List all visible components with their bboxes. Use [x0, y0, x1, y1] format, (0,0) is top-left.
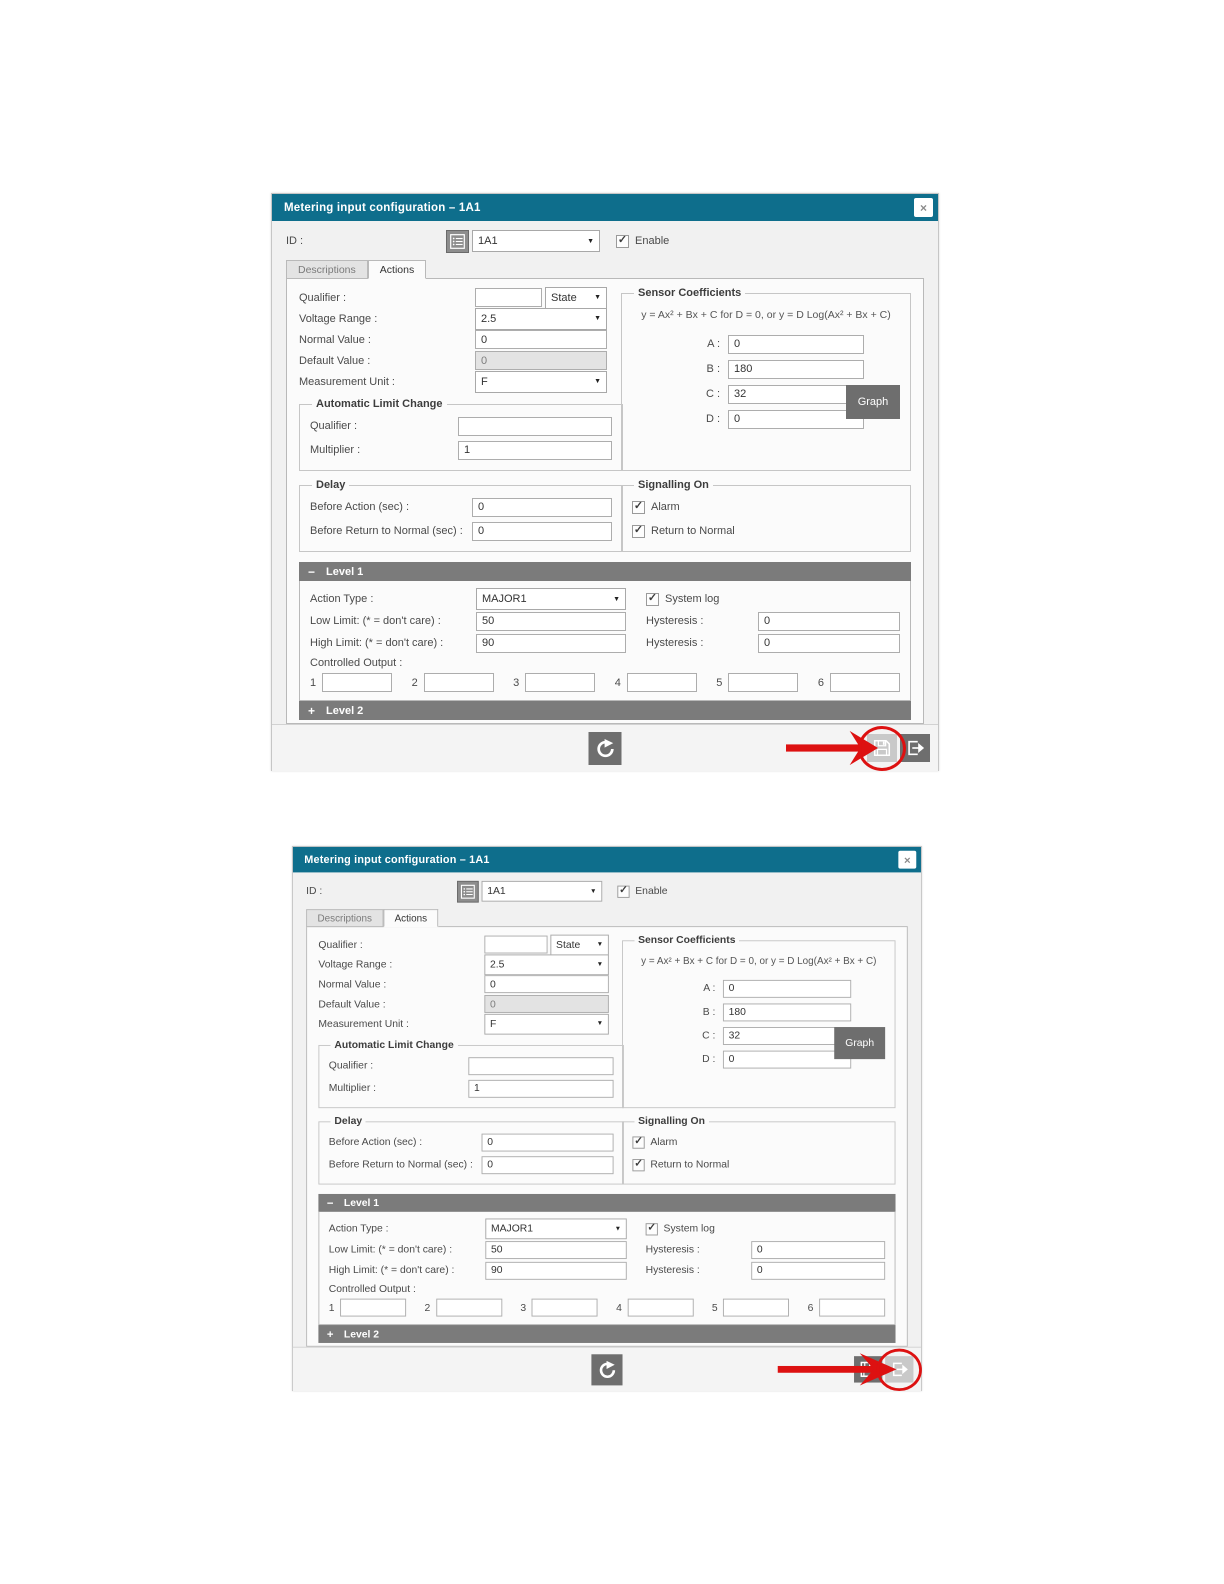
id-label: ID :	[306, 885, 323, 897]
coef-b-label: B :	[702, 1006, 716, 1018]
output-3-input[interactable]	[525, 673, 595, 692]
output-4-input[interactable]	[627, 673, 697, 692]
alc-qualifier-row	[329, 1054, 614, 1077]
return-to-normal-checkbox[interactable]	[632, 1159, 644, 1171]
coef-a-label: A :	[707, 338, 720, 350]
output-5-number: 5	[716, 676, 723, 689]
level2-header-label: Level 2	[343, 1328, 380, 1340]
alarm-checkbox[interactable]	[632, 1136, 644, 1148]
chevron-down-icon: ▼	[587, 237, 594, 245]
check-icon: ✓	[634, 1135, 643, 1147]
coef-a-input[interactable]	[728, 335, 864, 354]
delay-fieldset	[318, 1116, 624, 1185]
voltage-range-value: 2.5	[490, 958, 505, 971]
output-2-number: 2	[424, 1301, 431, 1314]
normal-value-input[interactable]	[475, 330, 607, 349]
enable-label: Enable	[635, 235, 670, 247]
output-group-5	[716, 673, 798, 692]
alarm-row	[632, 495, 900, 519]
output-3-number: 3	[520, 1301, 527, 1314]
exit-button[interactable]	[900, 734, 930, 762]
chevron-down-icon: ▼	[596, 941, 604, 948]
coef-b-input[interactable]	[723, 1003, 851, 1021]
output-group-4	[615, 673, 697, 692]
save-icon	[859, 1360, 878, 1379]
coef-b-row	[687, 1002, 885, 1023]
id-select[interactable]	[472, 230, 600, 252]
before-return-row	[329, 1153, 614, 1176]
dialog-body	[272, 221, 938, 724]
automatic-limit-change-legend: Automatic Limit Change	[316, 398, 443, 410]
coef-a-label: A :	[703, 982, 716, 995]
default-value-input	[484, 995, 608, 1013]
close-icon: ×	[919, 200, 927, 215]
output-6-input[interactable]	[830, 673, 900, 692]
high-hysteresis-label: Hysteresis :	[646, 637, 704, 649]
output-1-input[interactable]	[322, 673, 392, 692]
controlled-outputs-row	[329, 1299, 885, 1317]
tab-actions[interactable]: Actions	[383, 909, 438, 927]
dialog-titlebar	[293, 847, 921, 872]
action-type-select[interactable]	[485, 1218, 626, 1239]
automatic-limit-change-legend: Automatic Limit Change	[334, 1039, 454, 1051]
tab-descriptions[interactable]: Descriptions	[306, 909, 383, 927]
normal-value-row	[318, 974, 608, 994]
signalling-on-fieldset	[622, 1116, 895, 1185]
default-value-input	[475, 351, 607, 370]
measurement-unit-value: F	[481, 375, 488, 388]
output-3-input[interactable]	[532, 1299, 598, 1317]
measurement-unit-label: Measurement Unit :	[318, 1018, 409, 1030]
voltage-range-label: Voltage Range :	[299, 312, 378, 325]
alc-multiplier-row	[329, 1077, 614, 1100]
expand-icon: +	[326, 1327, 334, 1341]
check-icon: ✓	[634, 1158, 643, 1170]
output-6-number: 6	[817, 676, 824, 689]
graph-button[interactable]: Graph	[846, 385, 900, 419]
default-value-label: Default Value :	[318, 998, 386, 1010]
level1-section	[299, 562, 911, 701]
output-5-input[interactable]	[728, 673, 798, 692]
tab-actions[interactable]: Actions	[368, 260, 426, 279]
action-type-value: MAJOR1	[482, 593, 527, 605]
default-value-label: Default Value :	[299, 354, 371, 367]
dialog-instance-save-highlighted	[271, 193, 939, 771]
id-label: ID :	[286, 235, 304, 247]
enable-label: Enable	[635, 885, 668, 897]
graph-button[interactable]: Graph	[834, 1027, 885, 1059]
high-limit-input[interactable]	[485, 1261, 626, 1279]
return-to-normal-row	[632, 519, 900, 543]
collapse-icon: −	[326, 1196, 334, 1210]
chevron-down-icon: ▼	[590, 887, 597, 895]
output-3-number: 3	[513, 676, 520, 689]
list-icon	[460, 883, 476, 899]
coef-c-input[interactable]	[723, 1027, 851, 1045]
controlled-output-label: Controlled Output :	[310, 656, 403, 669]
signalling-on-legend: Signalling On	[638, 479, 709, 491]
chevron-down-icon: ▼	[596, 1020, 604, 1028]
dialog-instance-exit-highlighted	[292, 846, 922, 1391]
low-hysteresis-label: Hysteresis :	[645, 1243, 700, 1256]
actions-tab-panel	[286, 278, 924, 724]
left-fields-column	[318, 935, 608, 1109]
automatic-limit-change-fieldset	[318, 1039, 624, 1108]
alc-multiplier-label: Multiplier :	[310, 444, 361, 456]
output-group-2	[425, 1299, 502, 1317]
system-log-checkbox[interactable]	[646, 1223, 658, 1235]
check-icon: ✓	[647, 592, 658, 604]
left-fields-column	[299, 287, 607, 471]
output-5-number: 5	[711, 1301, 718, 1314]
coef-d-input[interactable]	[728, 410, 864, 429]
level2-section	[318, 1325, 895, 1343]
alarm-label: Alarm	[651, 501, 680, 513]
before-action-input[interactable]	[482, 1133, 614, 1151]
refresh-icon	[598, 1360, 617, 1379]
metering-input-configuration-dialog	[292, 846, 922, 1391]
action-type-select[interactable]	[476, 588, 626, 610]
tab-bar	[306, 909, 908, 926]
voltage-range-row	[299, 308, 607, 329]
high-hysteresis-input[interactable]	[751, 1261, 885, 1279]
sensor-coefficients-legend: Sensor Coefficients	[638, 287, 742, 299]
system-log-group	[646, 1223, 752, 1235]
system-log-label: System log	[665, 593, 720, 605]
default-value-row	[318, 994, 608, 1014]
voltage-range-label: Voltage Range :	[318, 958, 393, 971]
output-4-number: 4	[616, 1301, 622, 1314]
coef-b-label: B :	[706, 363, 720, 375]
coef-c-label: C :	[705, 388, 720, 400]
normal-value-row	[299, 329, 607, 350]
save-icon	[872, 738, 892, 758]
system-log-group	[646, 593, 758, 606]
voltage-range-row	[318, 954, 608, 974]
output-1-number: 1	[310, 676, 317, 689]
controlled-output-label: Controlled Output :	[328, 1283, 416, 1295]
controlled-outputs-row	[310, 673, 900, 692]
alc-qualifier-input[interactable]	[458, 417, 612, 436]
id-select-value: 1A1	[478, 235, 498, 247]
voltage-range-value: 2.5	[481, 312, 497, 325]
dialog-footer	[293, 1347, 921, 1391]
chevron-down-icon: ▼	[596, 961, 604, 968]
save-button[interactable]	[854, 1356, 882, 1382]
expand-icon: +	[308, 703, 316, 718]
top-section	[299, 287, 911, 471]
before-return-row	[310, 519, 612, 543]
level2-section	[299, 701, 911, 720]
level1-header[interactable]	[299, 562, 911, 581]
qualifier-label: Qualifier :	[299, 291, 347, 304]
sensor-coefficients-fieldset	[621, 287, 911, 471]
enable-checkbox[interactable]	[616, 235, 629, 248]
qualifier-input[interactable]	[484, 936, 547, 954]
dialog-title: Metering input configuration – 1A1	[284, 201, 481, 214]
low-hysteresis-input[interactable]	[758, 612, 900, 631]
before-action-row	[329, 1131, 614, 1154]
output-group-6	[808, 1299, 885, 1317]
before-action-row	[310, 495, 612, 519]
chevron-down-icon: ▼	[614, 1225, 622, 1233]
signalling-on-fieldset	[621, 479, 911, 552]
coef-d-input[interactable]	[723, 1050, 851, 1068]
before-action-input[interactable]	[472, 498, 612, 517]
check-icon: ✓	[633, 500, 644, 512]
normal-value-input[interactable]	[484, 975, 608, 993]
return-to-normal-label: Return to Normal	[650, 1159, 730, 1171]
controlled-output-label-row	[310, 654, 900, 671]
low-hysteresis-input[interactable]	[751, 1241, 885, 1259]
sensor-coefficients-legend: Sensor Coefficients	[638, 934, 736, 946]
exit-icon	[905, 738, 925, 758]
alarm-row	[632, 1131, 885, 1154]
alc-qualifier-input[interactable]	[468, 1057, 613, 1075]
level1-header-label: Level 1	[326, 565, 364, 578]
output-1-number: 1	[328, 1301, 335, 1314]
dialog-title: Metering input configuration – 1A1	[304, 854, 490, 866]
measurement-unit-row	[318, 1014, 608, 1034]
coef-c-label: C :	[702, 1029, 716, 1042]
automatic-limit-change-fieldset	[299, 398, 623, 471]
high-limit-input[interactable]	[476, 634, 626, 653]
output-group-2	[412, 673, 494, 692]
measurement-unit-select[interactable]	[475, 371, 607, 393]
top-section	[318, 935, 895, 1109]
default-value-row	[299, 350, 607, 371]
high-limit-row	[329, 1260, 885, 1281]
level2-header-label: Level 2	[326, 704, 364, 717]
enable-group	[617, 885, 667, 897]
output-4-input[interactable]	[628, 1299, 694, 1317]
action-type-value: MAJOR1	[490, 1223, 534, 1235]
check-icon: ✓	[647, 1222, 657, 1234]
return-to-normal-label: Return to Normal	[651, 525, 735, 537]
output-group-3	[513, 673, 595, 692]
measurement-unit-select[interactable]	[484, 1013, 608, 1034]
delay-legend: Delay	[316, 479, 346, 491]
delay-legend: Delay	[334, 1115, 363, 1128]
alc-qualifier-row	[310, 414, 612, 438]
voltage-range-select[interactable]	[475, 308, 607, 330]
level2-header[interactable]	[318, 1325, 895, 1343]
output-group-4	[616, 1299, 693, 1317]
check-icon: ✓	[617, 234, 628, 246]
coef-a-input[interactable]	[723, 979, 851, 997]
chevron-down-icon: ▼	[594, 294, 601, 301]
close-icon: ×	[903, 853, 911, 867]
level2-header[interactable]	[299, 701, 911, 720]
qualifier-row	[318, 935, 608, 955]
output-4-number: 4	[614, 676, 621, 689]
low-limit-label: Low Limit: (* = don't care) :	[328, 1243, 453, 1256]
mid-section	[318, 1116, 895, 1185]
dialog-titlebar	[272, 194, 938, 221]
output-5-input[interactable]	[723, 1299, 789, 1317]
system-log-label: System log	[663, 1223, 715, 1235]
coef-c-input[interactable]	[728, 385, 864, 404]
enable-checkbox[interactable]	[617, 885, 629, 897]
output-6-number: 6	[807, 1301, 814, 1314]
footer-button-group	[867, 734, 930, 762]
id-select[interactable]	[482, 881, 603, 902]
alarm-label: Alarm	[650, 1136, 678, 1148]
alc-qualifier-label: Qualifier :	[328, 1060, 374, 1072]
system-log-checkbox[interactable]	[646, 593, 659, 606]
refresh-button[interactable]	[589, 732, 622, 765]
coef-a-row	[690, 333, 900, 355]
delay-fieldset	[299, 479, 623, 552]
sensor-formula: y = Ax² + Bx + C for D = 0, or y = D Log(Ax² + Bx + C)	[641, 955, 877, 967]
refresh-button[interactable]	[591, 1354, 622, 1385]
exit-icon	[890, 1360, 909, 1379]
before-return-label: Before Return to Normal (sec) :	[328, 1159, 473, 1171]
close-button[interactable]	[898, 851, 916, 869]
action-type-label: Action Type :	[310, 593, 374, 605]
action-type-label: Action Type :	[328, 1223, 389, 1235]
chevron-down-icon: ▼	[613, 595, 620, 603]
qualifier-state-value: State	[556, 938, 581, 951]
id-list-button[interactable]	[446, 230, 469, 253]
level1-body	[318, 1212, 895, 1325]
sensor-formula: y = Ax² + Bx + C for D = 0, or y = D Log(Ax² + Bx + C)	[641, 309, 891, 321]
level1-header-label: Level 1	[343, 1197, 380, 1209]
output-group-3	[520, 1299, 597, 1317]
alarm-checkbox[interactable]	[632, 501, 645, 514]
mid-section	[299, 479, 911, 552]
list-icon	[449, 233, 466, 250]
save-button[interactable]	[867, 734, 897, 762]
measurement-unit-value: F	[490, 1018, 497, 1030]
high-limit-label: High Limit: (* = don't care) :	[310, 637, 444, 649]
low-limit-label: Low Limit: (* = don't care) :	[310, 615, 441, 627]
check-icon: ✓	[619, 884, 628, 896]
output-group-5	[712, 1299, 789, 1317]
before-return-input[interactable]	[482, 1156, 614, 1174]
output-1-input[interactable]	[340, 1299, 406, 1317]
qualifier-state-select[interactable]	[550, 934, 608, 955]
output-6-input[interactable]	[819, 1299, 885, 1317]
qualifier-state-value: State	[551, 291, 577, 304]
metering-input-configuration-dialog	[271, 193, 939, 771]
return-to-normal-row	[632, 1153, 885, 1176]
coef-d-label: D :	[702, 1053, 716, 1065]
dialog-body	[293, 872, 921, 1346]
collapse-icon: −	[308, 564, 316, 579]
low-limit-input[interactable]	[476, 612, 626, 631]
annotation-arrow-icon	[786, 730, 878, 766]
before-return-label: Before Return to Normal (sec) :	[310, 525, 463, 537]
coef-b-row	[690, 358, 900, 380]
refresh-icon	[595, 739, 615, 759]
return-to-normal-checkbox[interactable]	[632, 525, 645, 538]
level1-header[interactable]	[318, 1194, 895, 1212]
dialog-footer	[272, 724, 938, 771]
output-2-number: 2	[411, 676, 418, 689]
output-group-1	[310, 673, 392, 692]
normal-value-label: Normal Value :	[318, 978, 387, 990]
output-group-1	[329, 1299, 406, 1317]
enable-group	[616, 235, 669, 248]
alc-multiplier-input[interactable]	[468, 1079, 613, 1097]
qualifier-row	[299, 287, 607, 308]
coef-b-input[interactable]	[728, 360, 864, 379]
before-action-label: Before Action (sec) :	[310, 501, 410, 513]
level1-body	[299, 581, 911, 701]
measurement-unit-label: Measurement Unit :	[299, 375, 395, 388]
qualifier-label: Qualifier :	[318, 938, 363, 951]
id-row	[286, 229, 924, 253]
coef-a-row	[687, 978, 885, 999]
output-2-input[interactable]	[424, 673, 494, 692]
sensor-coefficients-fieldset	[622, 935, 895, 1109]
id-row	[306, 880, 908, 903]
qualifier-state-select[interactable]	[545, 287, 607, 309]
exit-button[interactable]	[885, 1356, 913, 1382]
action-type-row	[310, 588, 900, 610]
actions-tab-panel	[306, 926, 908, 1347]
close-button[interactable]	[914, 198, 933, 217]
tab-bar	[286, 260, 924, 278]
high-limit-label: High Limit: (* = don't care) :	[328, 1264, 455, 1277]
action-type-row	[329, 1218, 885, 1239]
alc-qualifier-label: Qualifier :	[310, 420, 358, 432]
alc-multiplier-input[interactable]	[458, 441, 612, 460]
normal-value-label: Normal Value :	[299, 333, 371, 346]
id-list-button[interactable]	[457, 880, 479, 902]
before-action-label: Before Action (sec) :	[328, 1136, 423, 1148]
high-hysteresis-label: Hysteresis :	[645, 1264, 700, 1277]
chevron-down-icon: ▼	[594, 378, 601, 385]
signalling-on-legend: Signalling On	[638, 1115, 705, 1128]
footer-button-group	[854, 1356, 913, 1382]
id-select-value: 1A1	[487, 885, 506, 897]
high-hysteresis-input[interactable]	[758, 634, 900, 653]
check-icon: ✓	[633, 524, 644, 536]
high-limit-row	[310, 632, 900, 654]
coef-d-label: D :	[705, 413, 720, 425]
low-limit-row	[310, 610, 900, 632]
before-return-input[interactable]	[472, 522, 612, 541]
alc-multiplier-label: Multiplier :	[328, 1082, 377, 1095]
controlled-output-label-row	[329, 1281, 885, 1297]
low-limit-row	[329, 1239, 885, 1260]
output-group-6	[818, 673, 900, 692]
measurement-unit-row	[299, 371, 607, 392]
qualifier-input[interactable]	[475, 288, 542, 307]
chevron-down-icon: ▼	[594, 315, 601, 322]
tab-descriptions[interactable]: Descriptions	[286, 260, 368, 279]
low-limit-input[interactable]	[485, 1241, 626, 1259]
level1-section	[318, 1194, 895, 1325]
voltage-range-select[interactable]	[484, 954, 608, 975]
output-2-input[interactable]	[436, 1299, 502, 1317]
low-hysteresis-label: Hysteresis :	[646, 615, 704, 627]
alc-multiplier-row	[310, 438, 612, 462]
